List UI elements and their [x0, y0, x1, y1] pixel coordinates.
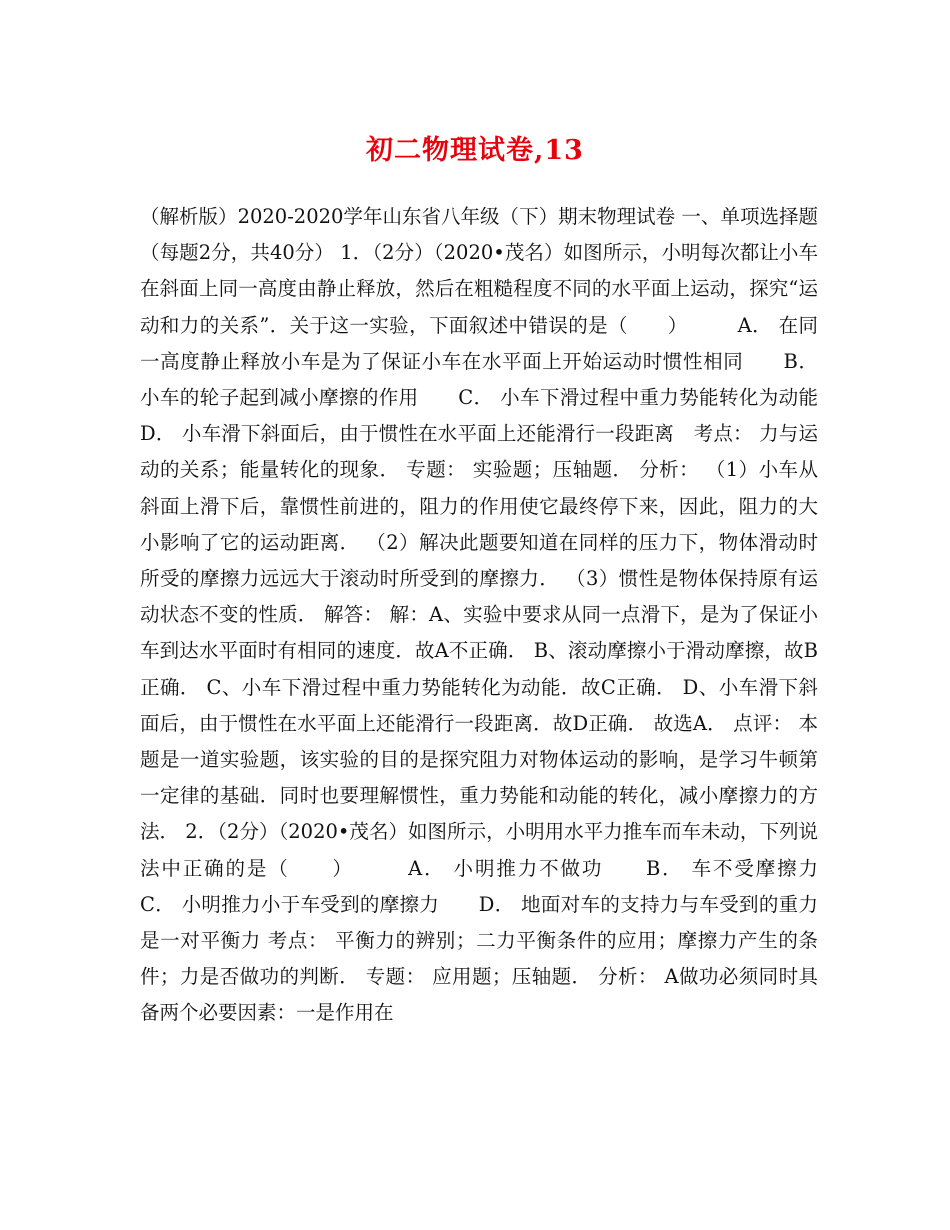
document-title: 初二物理试卷,13 [366, 135, 584, 166]
document-body-text: （解析版）2020-2020学年山东省八年级（下）期末物理试卷 一、单项选择题（每题2分，共40分） 1．（2分）（2020•茂名）如图所示，小明每次都让小车在斜面上同一高度由静止释放，然后在粗糙程度不同的水平面上运动，探究“运动和力的关系”．关于这一实验，下面叙述中错误的是（ ） A． 在同一高度静止释放小车是为了保证小车在水平面上开始运动时惯性相同 B． 小车的轮子起到减小摩擦的作用 C． 小车下滑过程中重力势能转化为动能 D． 小车滑下斜面后，由于惯性在水平面上还能滑行一段距离 考点： 力与运动的关系；能量转化的现象． 专题： 实验题；压轴题． 分析： （1）小车从斜面上滑下后，靠惯性前进的，阻力的作用使它最终停下来，因此，阻力的大小影响了它的运动距离． （2）解决此题要知道在同样的压力下，物体滑动时所受的摩擦力远远大于滚动时所受到的摩擦力． （3）惯性是物体保持原有运动状态不变的性质． 解答： 解：A、实验中要求从同一点滑下，是为了保证小车到达水平面时有相同的速度．故A不正确． B、滚动摩擦小于滑动摩擦，故B正确． C、小车下滑过程中重力势能转化为动能．故C正确． D、小车滑下斜面后，由于惯性在水平面上还能滑行一段距离．故D正确． 故选A． 点评： 本题是一道实验题，该实验的目的是探究阻力对物体运动的影响，是学习牛顿第一定律的基础．同时也要理解惯性，重力势能和动能的转化，减小摩擦力的方法． 2．（2分）（2020•茂名）如图所示，小明用水平力推车而车未动，下列说法中正确的是（ ） A． 小明推力不做功 B． 车不受摩擦力 C． 小明推力小于车受到的摩擦力 D． 地面对车的支持力与车受到的重力是一对平衡力 考点： 平衡力的辨别；二力平衡条件的应用；摩擦力产生的条件；力是否做功的判断． 专题： 应用题；压轴题． 分析： A做功必须同时具备两个必要因素：一是作用在 [140, 205, 858, 1025]
